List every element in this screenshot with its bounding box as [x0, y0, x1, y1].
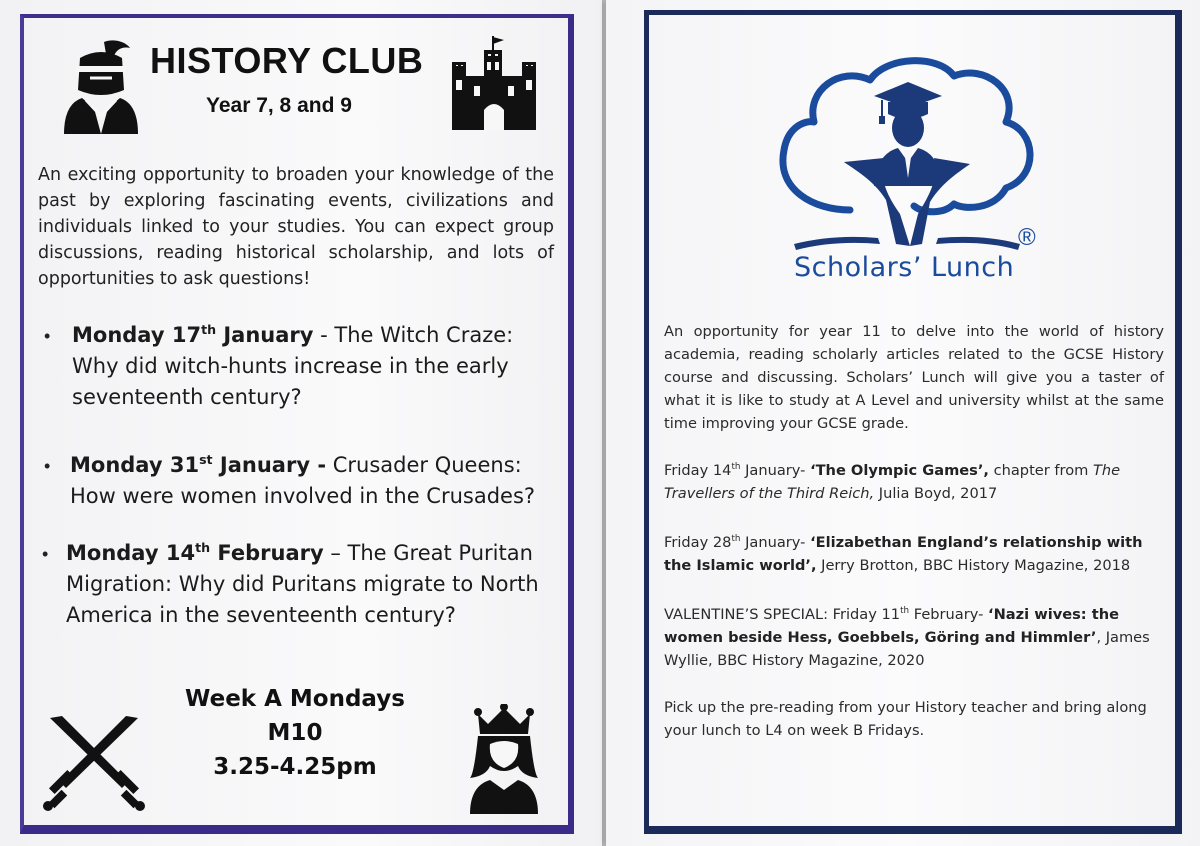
brand-name: Scholars’ Lunch [794, 252, 1015, 283]
page-title: HISTORY CLUB [150, 40, 424, 81]
meeting-time: 3.25-4.25pm [213, 754, 377, 780]
meeting-week: Week A Mondays [185, 686, 405, 712]
reading-item: Friday 14th January- ‘The Olympic Games’, chapter from The Travellers of the Third Reich, Julia Boyd, 2017 [664, 462, 1121, 502]
scholars-lunch-logo [774, 50, 1044, 266]
reading-item: Friday 28th January- ‘Elizabethan England’s relationship with the Islamic world’, Jerry Brotton, BBC History Magazine, 2018 [664, 534, 1143, 574]
queen-icon [466, 704, 542, 814]
intro-paragraph: An opportunity for year 11 to delve into the world of history academia, reading scholarly articles related to the GCSE History course and discussing. Scholars’ Lunch will give you a taster of what it is like to study at A Level and university whilst at the same time improving your GCSE grade. [664, 323, 1164, 432]
knight-icon [60, 38, 142, 136]
meeting-room: M10 [267, 720, 323, 746]
page-subtitle: Year 7, 8 and 9 [206, 94, 352, 117]
session-item: Monday 31st January - Crusader Queens: How were women involved in the Crusades? [70, 452, 536, 508]
closing-paragraph: Pick up the pre-reading from your History teacher and bring along your lunch to L4 on week B Fridays. [664, 699, 1147, 739]
meeting-info [150, 682, 440, 784]
reading-item: VALENTINE’S SPECIAL: Friday 11th February- ‘Nazi wives: the women beside Hess, Goebbels, Göring and Himmler’, James Wyllie, BBC History Magazine, 2020 [664, 606, 1150, 669]
crossed-swords-icon [36, 712, 152, 812]
registered-mark: ® [1018, 224, 1036, 251]
session-item: Monday 17th January - The Witch Craze: Why did witch-hunts increase in the early seventeenth century? [72, 322, 514, 409]
session-item: Monday 14th February – The Great Puritan Migration: Why did Puritans migrate to North America in the seventeenth century? [66, 540, 539, 627]
history-club-poster: HISTORY CLUB Year 7, 8 and 9 An exciting opportunity to broaden your knowledge of the past by exploring fascinating events, civilizations and individuals linked to your studies. You can expect group discussions, reading historical scholarship, and lots of opportunities to ask questions! • Monday 17th January - The Witch Craze: Why did witch-hunts increase in the early seventeenth century? • Monday 31st January - Crusader Queens: How were women involved in the Crusades? • Monday 14th February – The Great Puritan Migration: Why did Puritans migrate to North America in the seventeenth century? Week A Mondays M10 3.25-4.25pm [0, 0, 602, 846]
castle-icon [450, 36, 540, 130]
intro-paragraph: An exciting opportunity to broaden your knowledge of the past by exploring fascinating events, civilizations and individuals linked to your studies. You can expect group discussions, reading historical scholarship, and lots of opportunities to ask questions! [38, 165, 554, 289]
scholars-lunch-poster [606, 0, 1200, 846]
